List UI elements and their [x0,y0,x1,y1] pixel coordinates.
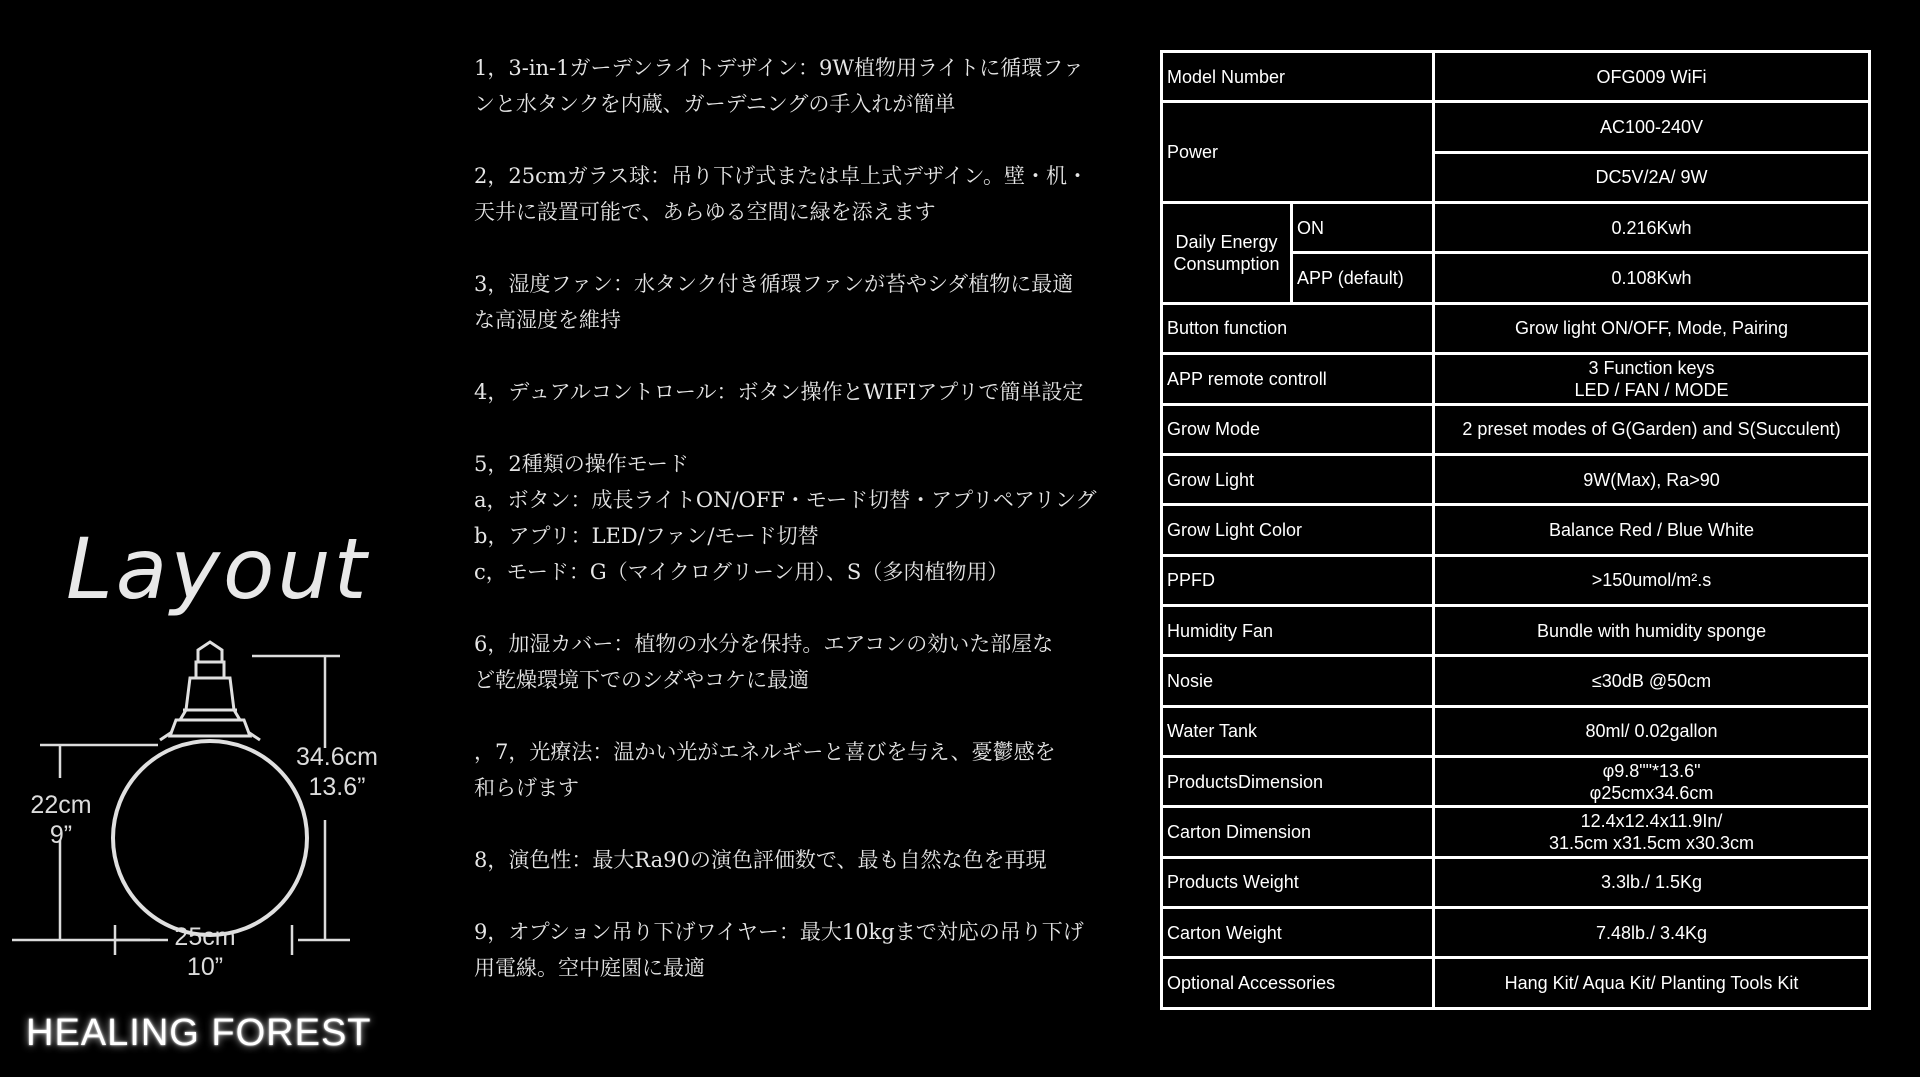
spec-value-line: φ25cmx34.6cm [1589,782,1714,803]
spec-label: Optional Accessories [1162,958,1434,1009]
spec-label: Humidity Fan [1162,605,1434,655]
feature-line: 4，デュアルコントロール：ボタン操作とWIFIアプリで簡単設定 [474,380,1084,404]
table-row [1162,807,1870,857]
spec-label-line: Daily Energy [1175,231,1278,252]
spec-value: >150umol/m².s [1434,555,1870,605]
feature-line: 2，25cmガラス球：吊り下げ式または卓上式デザイン。壁・机・ [474,164,1088,188]
table-row [1162,454,1870,504]
feature-item [474,446,1144,590]
feature-line: 3，湿度ファン：水タンク付き循環ファンが苔やシダ植物に最適 [474,272,1074,296]
spec-value: Grow light ON/OFF, Mode, Pairing [1434,303,1870,353]
feature-line: ど乾燥環境下でのシダやコケに最適 [474,668,810,692]
feature-line: 用電線。空中庭園に最適 [474,956,705,980]
spec-value: 0.216Kwh [1434,203,1870,253]
feature-line: c，モード：G（マイクログリーン用）、S（多肉植物用） [474,560,1009,584]
table-row [1162,656,1870,706]
spec-label: Grow Light [1162,454,1434,504]
spec-label-line: Consumption [1173,253,1280,274]
feature-item [474,626,1144,698]
spec-value: 3.3lb./ 1.5Kg [1434,857,1870,907]
feature-line: 1，3-in-1ガーデンライトデザイン：9W植物用ライトに循環ファ [474,56,1084,80]
spec-value: ≤30dB @50cm [1434,656,1870,706]
feature-line: 9，オプション吊り下げワイヤー：最大10kgまで対応の吊り下げ [474,920,1084,944]
feature-item [474,374,1144,410]
spec-value: 2 preset modes of G(Garden) and S(Succulent) [1434,404,1870,454]
feature-line: 5，2種類の操作モード [474,452,689,476]
spec-label: PPFD [1162,555,1434,605]
feature-item [474,50,1144,122]
spec-value: 80ml/ 0.02gallon [1434,706,1870,756]
table-row [1162,555,1870,605]
spec-value-line: 31.5cm x31.5cm x30.3cm [1548,833,1755,854]
spec-value-line: 3 Function keys [1588,357,1715,378]
spec-value: DC5V/2A/ 9W [1434,152,1870,202]
spec-value: Hang Kit/ Aqua Kit/ Planting Tools Kit [1434,958,1870,1009]
feature-line: ンと水タンクを内蔵、ガーデニングの手入れが簡単 [474,92,956,116]
feature-line: ，7，光療法：温かい光がエネルギーと喜びを与え、憂鬱感を [474,740,1056,764]
spec-value [1434,807,1870,857]
feature-item [474,842,1144,878]
table-row [1162,605,1870,655]
spec-label: Water Tank [1162,706,1434,756]
feature-line: 天井に設置可能で、あらゆる空間に緑を添えます [474,200,936,224]
spec-value: 9W(Max), Ra>90 [1434,454,1870,504]
spec-value: OFG009 WiFi [1434,52,1870,102]
table-row [1162,757,1870,807]
spec-label: Carton Weight [1162,908,1434,958]
globe-height-label [16,790,106,850]
globe-height-in: 9” [49,821,73,849]
feature-item [474,266,1144,338]
table-row [1162,203,1870,253]
table-row [1162,404,1870,454]
width-label [150,922,260,982]
table-row [1162,303,1870,353]
spec-label: Grow Light Color [1162,505,1434,555]
feature-line: a，ボタン：成長ライトON/OFF・モード切替・アプリペアリング [474,488,1097,512]
feature-item [474,734,1144,806]
spec-label: Nosie [1162,656,1434,706]
product-dimension-diagram [0,640,420,980]
spec-label: Model Number [1162,52,1434,102]
total-height-in: 13.6” [308,773,366,801]
spec-label: APP remote controll [1162,354,1434,404]
width-in: 10” [186,953,224,981]
globe-height-cm: 22cm [30,791,92,819]
feature-item [474,158,1144,230]
feature-item [474,914,1144,986]
spec-label: Products Weight [1162,857,1434,907]
feature-list [474,50,1144,1022]
spec-label: Carton Dimension [1162,807,1434,857]
brand-logo-text: HEALING FOREST [26,1012,372,1054]
spec-label: ProductsDimension [1162,757,1434,807]
total-height-label [282,742,392,802]
spec-value: 0.108Kwh [1434,253,1870,303]
spec-value: Balance Red / Blue White [1434,505,1870,555]
table-row [1162,958,1870,1009]
total-height-cm: 34.6cm [296,743,378,771]
spec-value: AC100-240V [1434,102,1870,152]
layout-title: Layout [66,520,370,618]
spec-value [1434,757,1870,807]
feature-line: 6，加湿カバー：植物の水分を保持。エアコンの効いた部屋な [474,632,1054,656]
table-row [1162,102,1870,152]
spec-label: Grow Mode [1162,404,1434,454]
table-row [1162,354,1870,404]
feature-line: b，アプリ：LED/ファン/モード切替 [474,524,819,548]
table-row [1162,505,1870,555]
spec-label: Power [1162,102,1434,203]
spec-label [1162,203,1292,304]
spec-sublabel: ON [1292,203,1434,253]
table-row [1162,706,1870,756]
spec-value: 7.48lb./ 3.4Kg [1434,908,1870,958]
spec-table [1160,50,1871,1010]
width-cm: 25cm [174,923,236,951]
table-row [1162,857,1870,907]
spec-value-line: LED / FAN / MODE [1574,379,1729,400]
feature-line: 和らげます [474,776,579,800]
feature-line: な高湿度を維持 [474,308,621,332]
spec-value-line: φ9.8""*13.6" [1602,760,1701,781]
spec-sublabel: APP (default) [1292,253,1434,303]
spec-value [1434,354,1870,404]
feature-line: 8，演色性：最大Ra90の演色評価数で、最も自然な色を再現 [474,848,1047,872]
spec-value-line: 12.4x12.4x11.9In/ [1580,811,1723,832]
table-row [1162,52,1870,102]
spec-value: Bundle with humidity sponge [1434,605,1870,655]
spec-label: Button function [1162,303,1434,353]
table-row [1162,908,1870,958]
